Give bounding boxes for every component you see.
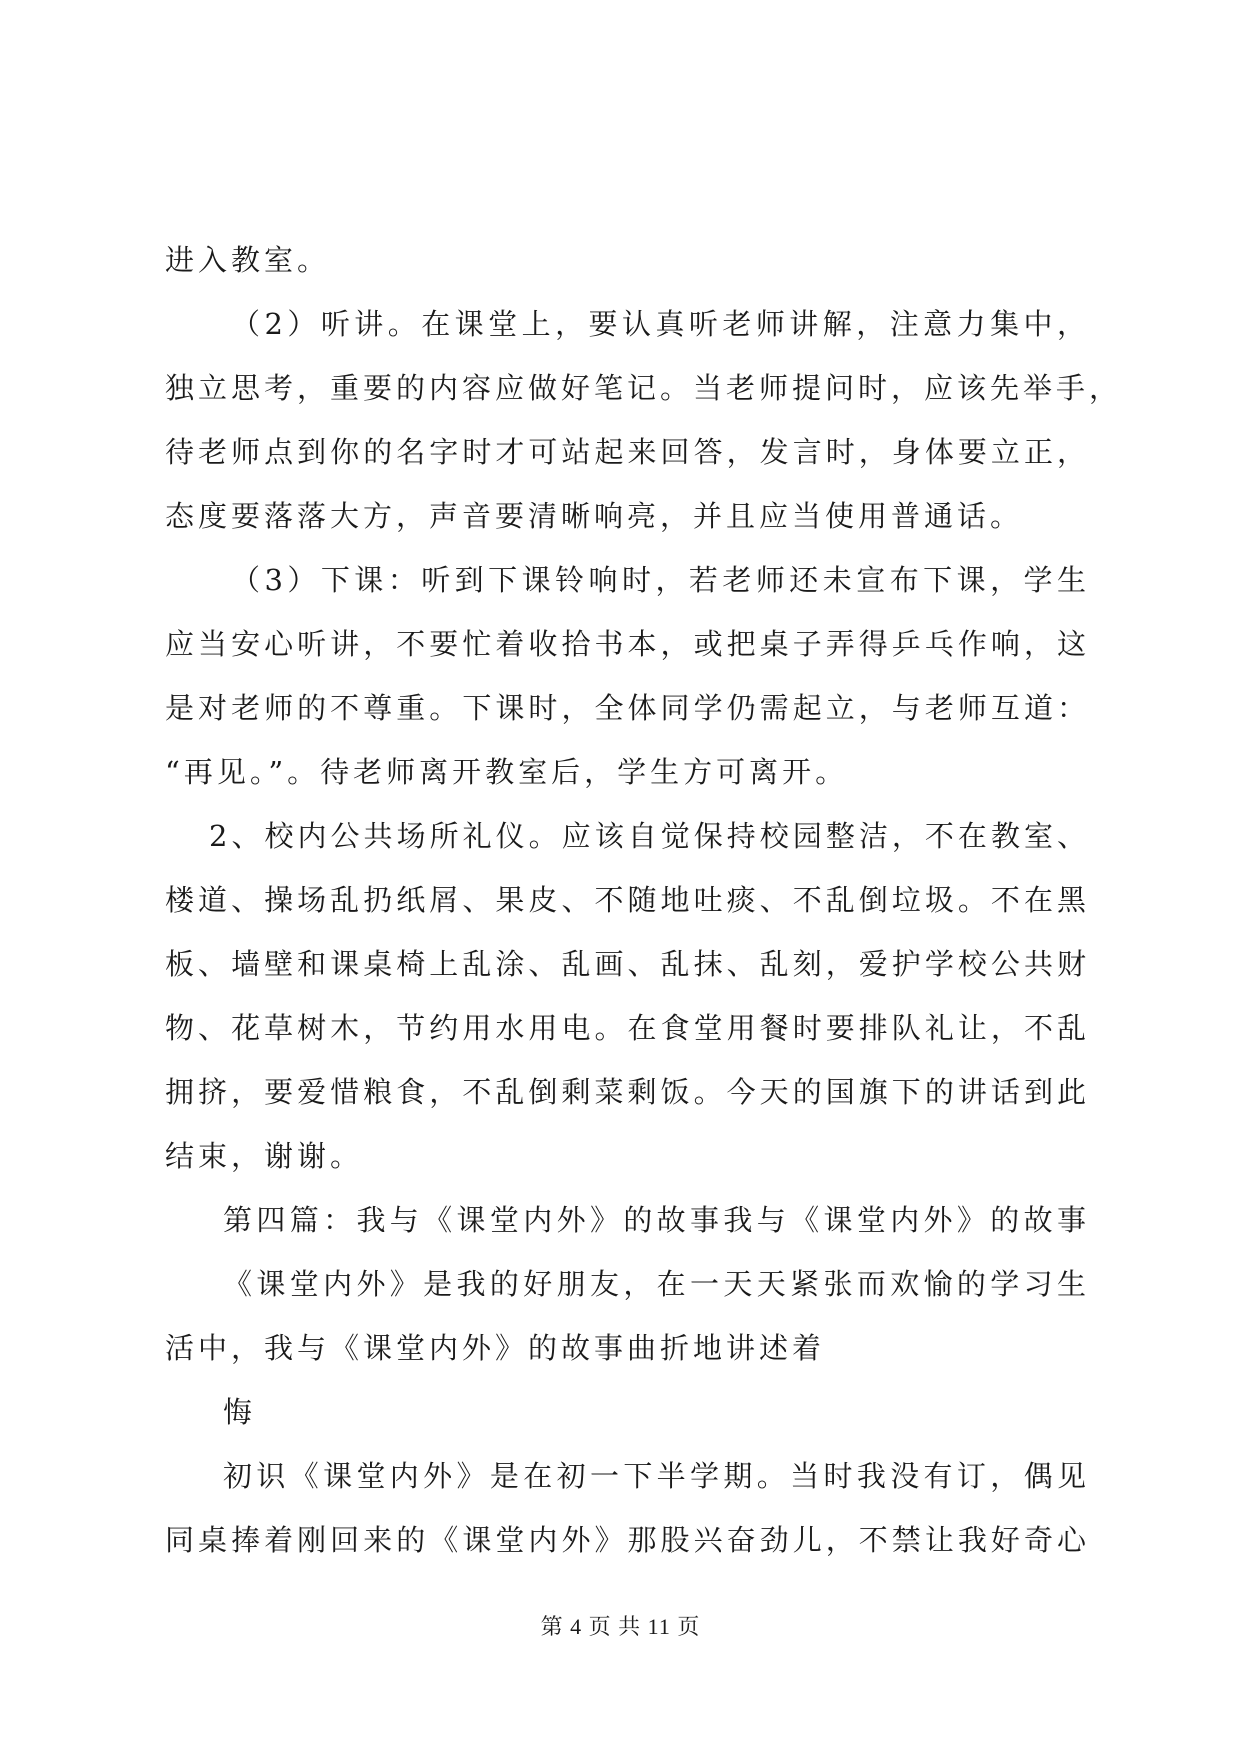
text-line: 同桌捧着刚回来的《课堂内外》那股兴奋劲儿，不禁让我好奇心	[165, 1523, 1090, 1557]
text-line: 悔	[223, 1395, 257, 1429]
text-line: 是对老师的不尊重。下课时，全体同学仍需起立，与老师互道：	[165, 691, 1090, 725]
text-line: 2、校内公共场所礼仪。应该自觉保持校园整洁，不在教室、	[209, 819, 1090, 853]
text-line: 物、花草树木，节约用水用电。在食堂用餐时要排队礼让，不乱	[165, 1011, 1090, 1045]
text-line: 板、墙壁和课桌椅上乱涂、乱画、乱抹、乱刻，爱护学校公共财	[165, 947, 1090, 981]
text-line: 楼道、操场乱扔纸屑、果皮、不随地吐痰、不乱倒垃圾。不在黑	[165, 883, 1090, 917]
text-line: 进入教室。	[165, 243, 331, 277]
text-line: 应当安心听讲，不要忙着收拾书本，或把桌子弄得乒乓作响，这	[165, 627, 1090, 661]
text-line: 活中，我与《课堂内外》的故事曲折地讲述着	[165, 1331, 826, 1365]
page-number-footer: 第 4 页 共 11 页	[540, 1614, 701, 1639]
text-line: 独立思考，重要的内容应做好笔记。当老师提问时，应该先举手，	[165, 371, 1123, 405]
text-line: 初识《课堂内外》是在初一下半学期。当时我没有订，偶见	[223, 1459, 1090, 1493]
text-line: “再见。”。待老师离开教室后，学生方可离开。	[165, 755, 849, 789]
text-line: 待老师点到你的名字时才可站起来回答，发言时，身体要立正，	[165, 435, 1090, 469]
text-line: 《课堂内外》是我的好朋友，在一天天紧张而欢愉的学习生	[223, 1267, 1090, 1301]
section-heading: 第四篇：我与《课堂内外》的故事我与《课堂内外》的故事	[223, 1203, 1090, 1237]
text-line: （2）听讲。在课堂上，要认真听老师讲解，注意力集中，	[231, 307, 1090, 341]
text-line: 拥挤，要爱惜粮食，不乱倒剩菜剩饭。今天的国旗下的讲话到此	[165, 1075, 1090, 1109]
text-line: （3）下课：听到下课铃响时，若老师还未宣布下课，学生	[231, 563, 1090, 597]
text-line: 结束，谢谢。	[165, 1139, 364, 1173]
document-body	[165, 228, 1123, 1572]
text-line: 态度要落落大方，声音要清晰响亮，并且应当使用普通话。	[165, 499, 1024, 533]
